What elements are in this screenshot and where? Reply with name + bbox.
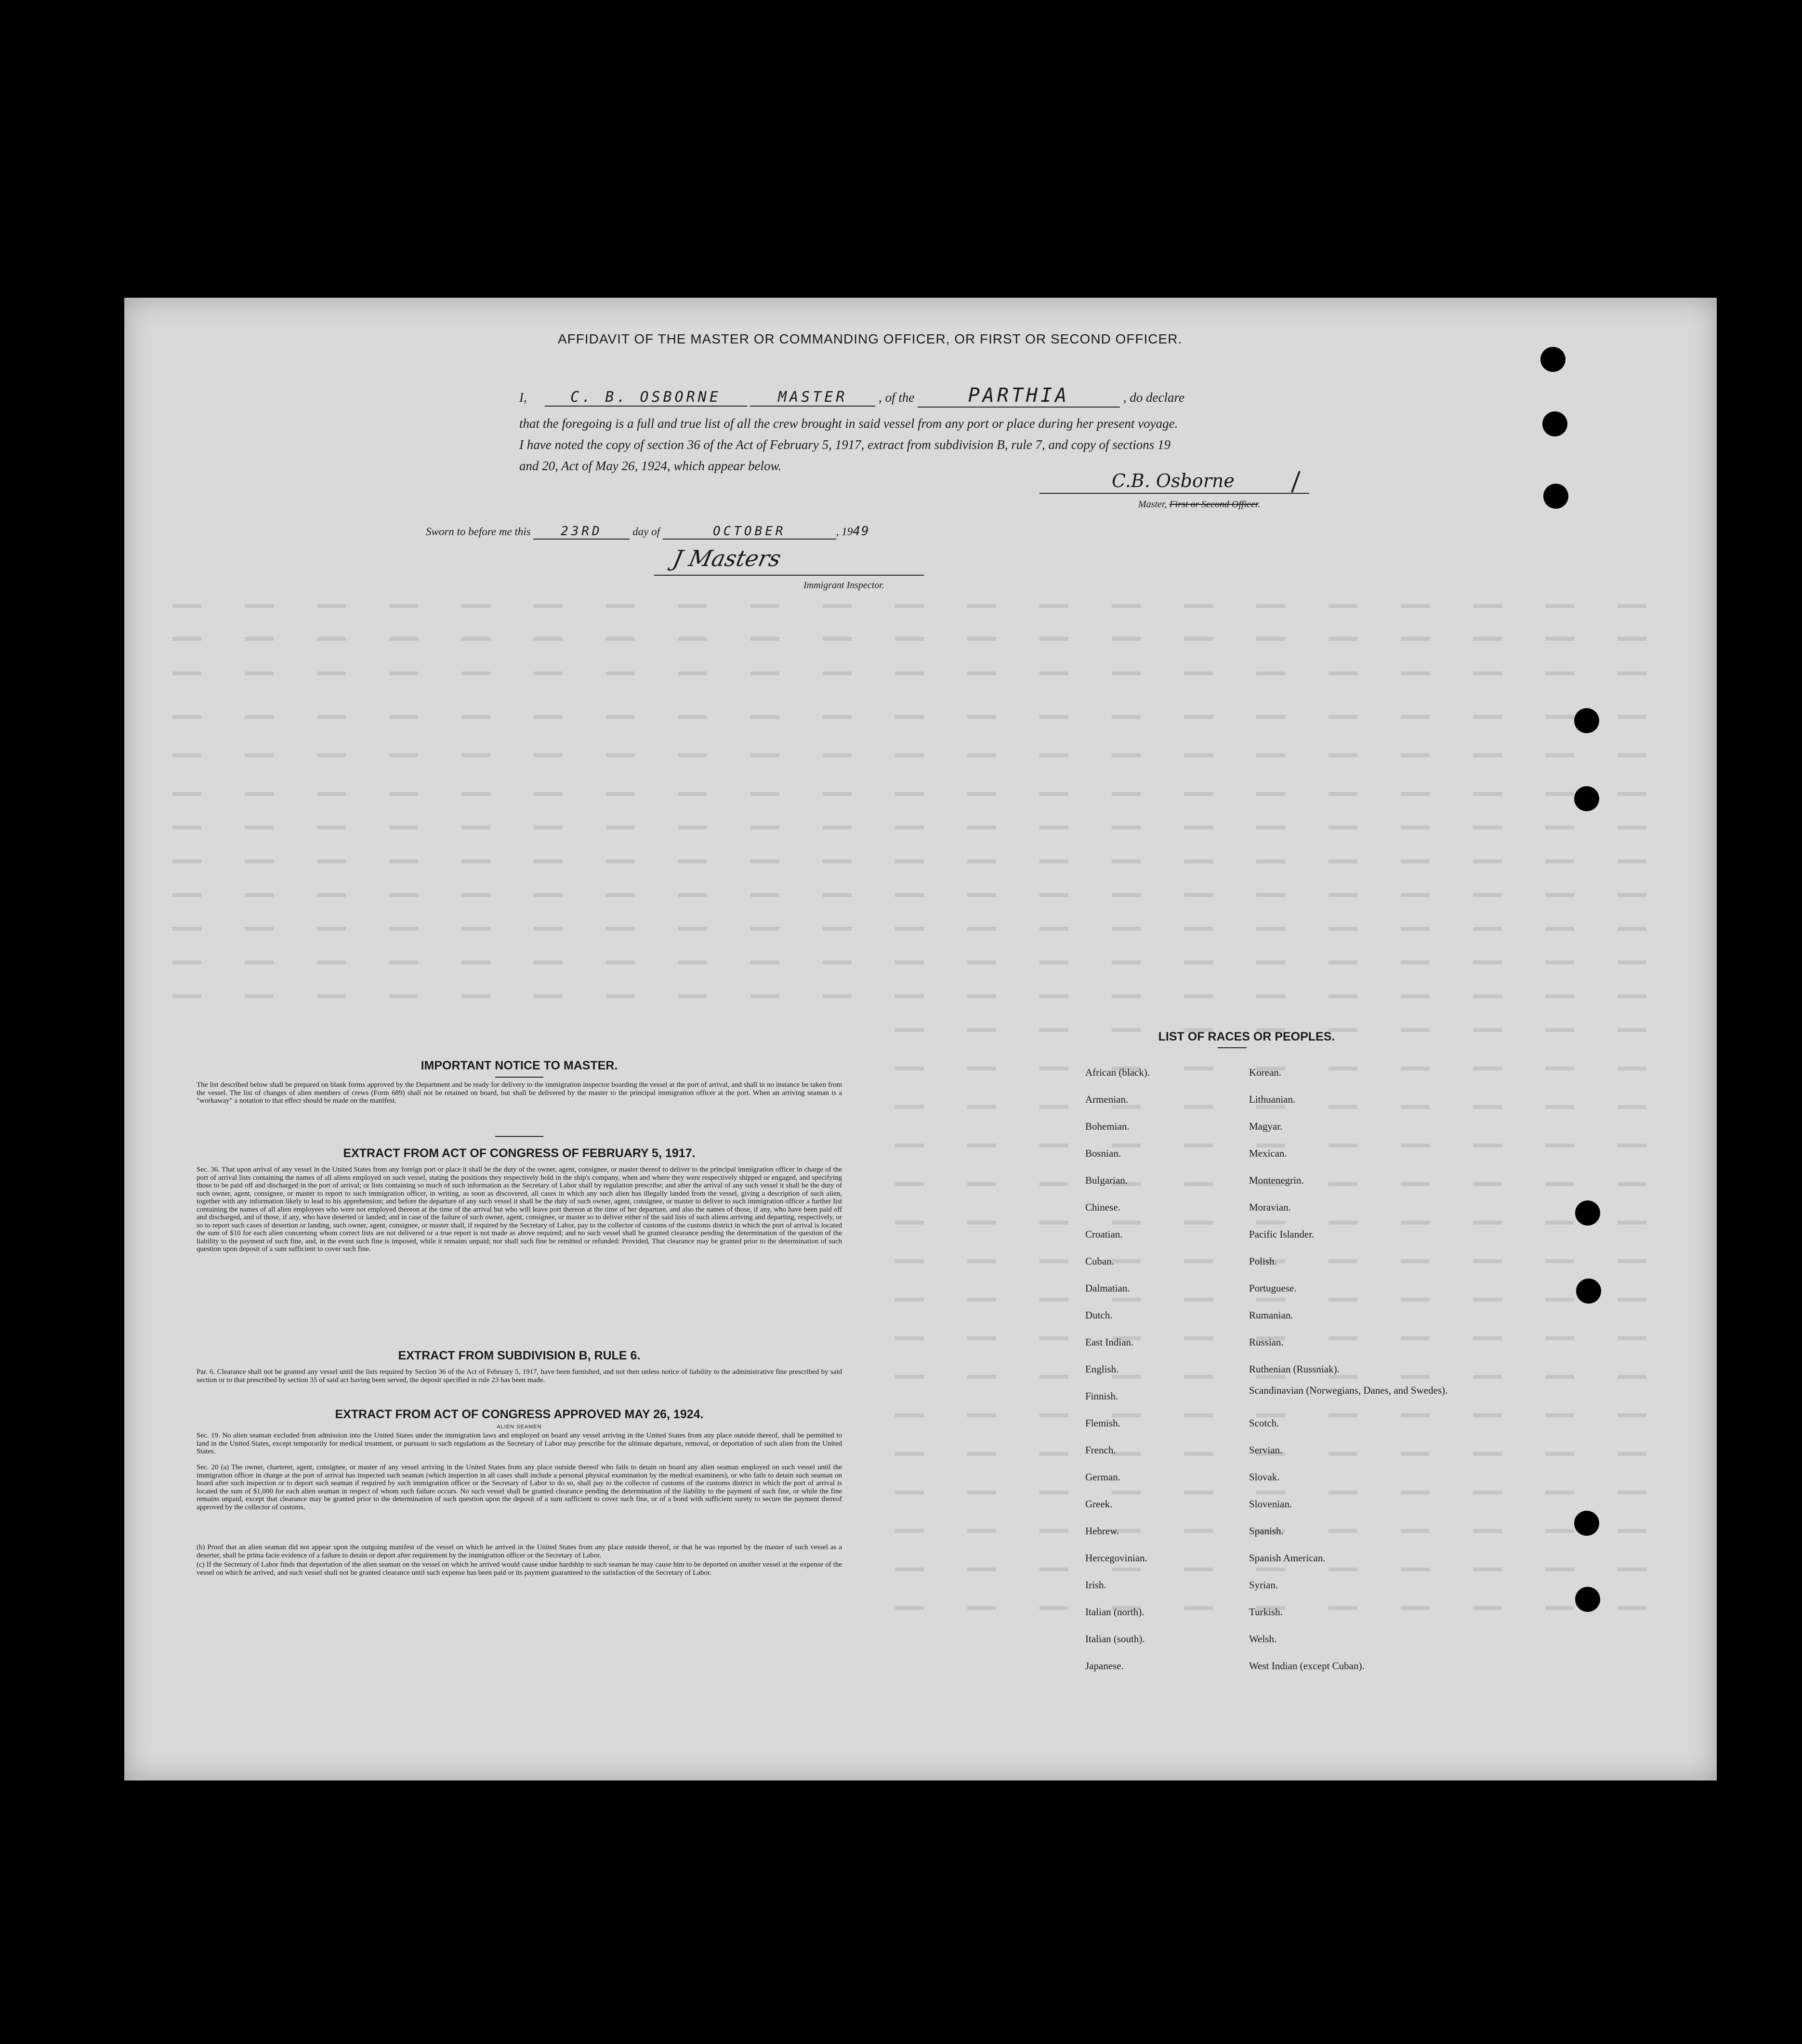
signer-title-struck: First or Second Officer bbox=[1169, 499, 1258, 510]
punch-hole bbox=[1574, 786, 1599, 811]
race-item: Bulgarian. bbox=[1085, 1174, 1128, 1186]
extract-1917-body: Sec. 36. That upon arrival of any vessel in the United States from any foreign port or place it shall be the duty of the owner, agent, consignee, or master thereof to deliver to the principal immigration officer in charge of the port of arrival lists containing the names of all aliens employed on such vessel, stating the positions they respectively hold in the ship's company, when and where they were respectively shipped or engaged, and specifying those to be paid off and discharged in the port of arrival; or lists containing so much of such information as the Secretary of Labor shall by regulation prescribe; and after the arrival of any such vessel it shall be the duty of such owner, agent, consignee, or master to report to such immigration officer, in writing, as soon as discovered, all cases in which any such alien has illegally landed from the vessel, giving a description of such alien, together with any information likely to lead to his apprehension; and before the departure of any such vessel it shall be the duty of such owner, agent, consignee, or master to deliver to such immigration officer a further list containing the names of all alien employees who were not employed thereon at the time of the arrival but who will leave port thereon at the time of her departure, and also the names of those, if any, who have been paid off and discharged, and of those, if any, who have deserted or landed; and in case of the failure of such owner, agent, consignee, or master so to deliver either of the said lists of such aliens arriving and departing, respectively, or so to report such cases of desertion or landing, such owner, agent, consignee, or master shall, if required by the Secretary of Labor, pay to the collector of customs of the customs district in which the port of arrival is located the sum of $10 for each alien concerning whom correct lists are not delivered or a true report is not made as above required; and no such vessel shall be granted clearance pending the determination of the question of the liability to the payment of such fine, and, in the event such fine is imposed, while it remains unpaid; nor shall such fine be remitted or refunded: Provided, That clearance may be granted prior to the determination of such question upon deposit of a sum sufficient to cover such fine. bbox=[197, 1166, 842, 1253]
race-item: French. bbox=[1085, 1444, 1116, 1456]
race-item: Greek. bbox=[1085, 1498, 1113, 1510]
race-item: English. bbox=[1085, 1363, 1119, 1375]
i-label: I, bbox=[519, 390, 527, 405]
extract-1924-sec20a: Sec. 20 (a) The owner, charterer, agent, consignee, or master of any vessel arriving in the United States from any place outside thereof who fails to detain on board any alien seaman employed on such vessel until the immigration officer in charge at the port of arrival has inspected such seaman (which inspection in all cases shall include a personal physical examination by the medical examiners), or who fails to detain such seaman on board after such inspection or to deport such seaman if required by such immigration officer or the Secretary of Labor to do so, shall pay to the collector of customs of the customs district in which the port of arrival is located the sum of $1,000 for each alien seaman in respect of whom such failure occurs. No such vessel shall be granted clearance pending the determination of the liability to the payment of such fine, or while the fine remains unpaid, except that clearance may be granted prior to the determination of such question upon the deposit of a sum sufficient to cover such fine, or of a bond with sufficient surety to secure the payment thereof approved by the collector of customs. bbox=[197, 1464, 842, 1511]
race-item: Italian (north). bbox=[1085, 1606, 1144, 1618]
race-item: Moravian. bbox=[1249, 1201, 1291, 1213]
master-rank: MASTER bbox=[750, 389, 875, 407]
signature-flourish bbox=[1285, 470, 1304, 497]
sworn-month: OCTOBER bbox=[663, 524, 836, 540]
race-item: Chinese. bbox=[1085, 1201, 1120, 1213]
race-item: Croatian. bbox=[1085, 1228, 1123, 1240]
master-name: C. B. OSBORNE bbox=[545, 389, 747, 407]
races-right-column bbox=[1249, 1059, 1471, 1679]
race-item: Syrian. bbox=[1249, 1579, 1278, 1591]
day-of-label: day of bbox=[632, 526, 660, 538]
race-item: Spanish. bbox=[1249, 1525, 1284, 1537]
races-left-column bbox=[1085, 1059, 1259, 1679]
punch-hole bbox=[1575, 1587, 1600, 1612]
affidavit-line-3: I have noted the copy of section 36 of the Act of February 5, 1917, extract from subdivision B, rule 7, and copy of sections 19 bbox=[519, 437, 1171, 452]
race-item: German. bbox=[1085, 1471, 1120, 1483]
vessel-name: PARTHIA bbox=[918, 384, 1120, 408]
race-item: Mexican. bbox=[1249, 1147, 1287, 1159]
race-item: Slovak. bbox=[1249, 1471, 1280, 1483]
punch-hole bbox=[1576, 1279, 1601, 1304]
race-item: Magyar. bbox=[1249, 1121, 1283, 1132]
extract-1924-sec19: Sec. 19. No alien seaman excluded from admission into the United States under the immigration laws and employed on board any vessel arriving in the United States from any place outside thereof, shall be permitted to land in the United States, except temporarily for medical treatment, or pursuant to such regulations as the Secretary of Labor may prescribe for the ultimate departure, removal, or deportation of such alien from the United States. bbox=[197, 1432, 842, 1455]
race-item: Spanish American. bbox=[1249, 1552, 1326, 1564]
document-sheet bbox=[124, 298, 1717, 1780]
race-item: Irish. bbox=[1085, 1579, 1106, 1591]
punch-hole bbox=[1540, 347, 1565, 372]
signer-title bbox=[1138, 499, 1260, 510]
race-item: Servian. bbox=[1249, 1444, 1283, 1456]
race-item: Scandinavian (Norwegians, Danes, and Swedes). bbox=[1249, 1385, 1448, 1396]
of-the-label: , of the bbox=[879, 390, 915, 405]
extract-1924-heading: EXTRACT FROM ACT OF CONGRESS APPROVED MAY 26, 1924. bbox=[335, 1408, 704, 1421]
affidavit-line-4: and 20, Act of May 26, 1924, which appear below. bbox=[519, 459, 782, 473]
race-item: Korean. bbox=[1249, 1067, 1282, 1078]
race-item: Portuguese. bbox=[1249, 1282, 1297, 1294]
race-item: Hercegovinian. bbox=[1085, 1552, 1147, 1564]
race-item: Italian (south). bbox=[1085, 1633, 1145, 1645]
race-item: Polish. bbox=[1249, 1255, 1277, 1267]
race-item: Lithuanian. bbox=[1249, 1094, 1296, 1105]
punch-hole bbox=[1575, 1200, 1600, 1226]
race-item: Scotch. bbox=[1249, 1417, 1279, 1429]
extract-1917-heading: EXTRACT FROM ACT OF CONGRESS OF FEBRUARY 5, 1917. bbox=[343, 1147, 696, 1160]
notice-divider bbox=[495, 1136, 543, 1137]
extract-1924-sec20c: (c) If the Secretary of Labor finds that deportation of the alien seaman on the vessel on which he arrived would cause undue hardship to such seaman he may cause him to be deported on another vessel at the expense of the vessel on which he arrived, and such vessel shall not be granted clearance until such expense has been paid or its payment guaranteed to the satisfaction of the Secretary of Labor. bbox=[197, 1561, 842, 1577]
races-heading: LIST OF RACES OR PEOPLES. bbox=[1158, 1030, 1335, 1043]
race-item: West Indian (except Cuban). bbox=[1249, 1660, 1365, 1672]
punch-hole bbox=[1542, 411, 1567, 436]
signer-title-prefix: Master, bbox=[1138, 499, 1167, 510]
flourish-mark bbox=[1285, 470, 1304, 494]
year-prefix: , 19 bbox=[836, 526, 853, 538]
race-item: Flemish. bbox=[1085, 1417, 1120, 1429]
race-item: Turkish. bbox=[1249, 1606, 1283, 1618]
race-item: Welsh. bbox=[1249, 1633, 1277, 1645]
master-signature-line bbox=[1039, 493, 1309, 494]
race-item: Cuban. bbox=[1085, 1255, 1115, 1267]
master-signature: C.B. Osborne bbox=[1112, 470, 1235, 491]
notice-body: The list described below shall be prepared on blank forms approved by the Department and be ready for delivery to the immigration inspector boarding the vessel at the port of arrival, and shall in no instance be taken from the vessel. The list of changes of alien members of crews (Form 689) shall not be retained on board, but shall be delivered by the master to the principal immigration officer at the port. When an arriving seaman is a "workaway" a notation to that effect should be made on the manifest. bbox=[197, 1081, 842, 1105]
race-item: Bohemian. bbox=[1085, 1121, 1130, 1132]
race-item: Japanese. bbox=[1085, 1660, 1124, 1672]
inspector-label: Immigrant Inspector. bbox=[803, 580, 884, 591]
race-item: Finnish. bbox=[1085, 1390, 1118, 1402]
extract-1924-sec20b: (b) Proof that an alien seaman did not appear upon the outgoing manifest of the vessel on which he arrived in the United States from any place outside thereof, or that he was reported by the master of such vessel as a deserter, shall be prima facie evidence of a failure to detain or deport after requirement by the immigration officer or the Secretary of Labor. bbox=[197, 1543, 842, 1559]
race-item: African (black). bbox=[1085, 1067, 1150, 1078]
race-item: Dutch. bbox=[1085, 1309, 1113, 1321]
race-item: Slovenian. bbox=[1249, 1498, 1292, 1510]
race-item: Bosnian. bbox=[1085, 1147, 1121, 1159]
signer-title-suffix: . bbox=[1258, 499, 1261, 510]
race-item: Dalmatian. bbox=[1085, 1282, 1130, 1294]
affidavit-line-1 bbox=[519, 384, 1434, 407]
race-item: Pacific Islander. bbox=[1249, 1228, 1315, 1240]
race-item: East Indian. bbox=[1085, 1336, 1134, 1348]
inspector-signature: J Masters bbox=[671, 545, 784, 571]
year-suffix: 49 bbox=[853, 524, 870, 539]
punch-hole bbox=[1574, 1511, 1599, 1536]
sworn-day: 23RD bbox=[533, 524, 630, 540]
affidavit-title: AFFIDAVIT OF THE MASTER OR COMMANDING OFFICER, OR FIRST OR SECOND OFFICER. bbox=[558, 331, 1183, 346]
do-declare-label: , do declare bbox=[1123, 390, 1184, 405]
sworn-label: Sworn to before me this bbox=[426, 526, 531, 538]
race-item: Armenian. bbox=[1085, 1094, 1129, 1105]
notice-heading: IMPORTANT NOTICE TO MASTER. bbox=[421, 1059, 618, 1072]
race-item: Rumanian. bbox=[1249, 1309, 1293, 1321]
inspector-signature-line bbox=[654, 575, 924, 576]
races-heading-rule bbox=[1218, 1047, 1247, 1048]
sworn-line bbox=[426, 524, 1148, 540]
punch-hole bbox=[1543, 484, 1568, 509]
notice-heading-rule bbox=[495, 1077, 543, 1078]
extract-1924-subheading: ALIEN SEAMEN bbox=[497, 1424, 542, 1430]
race-item: Hebrew. bbox=[1085, 1525, 1119, 1537]
punch-hole bbox=[1574, 708, 1599, 733]
race-item: Ruthenian (Russniak). bbox=[1249, 1363, 1340, 1375]
rule6-body: Par. 6. Clearance shall not be granted any vessel until the lists required by Section 36 of the Act of February 5, 1917, have been furnished, and not then unless notice of liability to the administrative fine prescribed by said section or to that prescribed by section 35 of said act having been served, the deposit specified in rule 23 has been made. bbox=[197, 1368, 842, 1384]
race-item: Russian. bbox=[1249, 1336, 1284, 1348]
rule6-heading: EXTRACT FROM SUBDIVISION B, RULE 6. bbox=[398, 1349, 641, 1362]
affidavit-line-2: that the foregoing is a full and true list of all the crew brought in said vessel from any port or place during her present voyage. bbox=[519, 416, 1178, 431]
race-item: Montenegrin. bbox=[1249, 1174, 1304, 1186]
